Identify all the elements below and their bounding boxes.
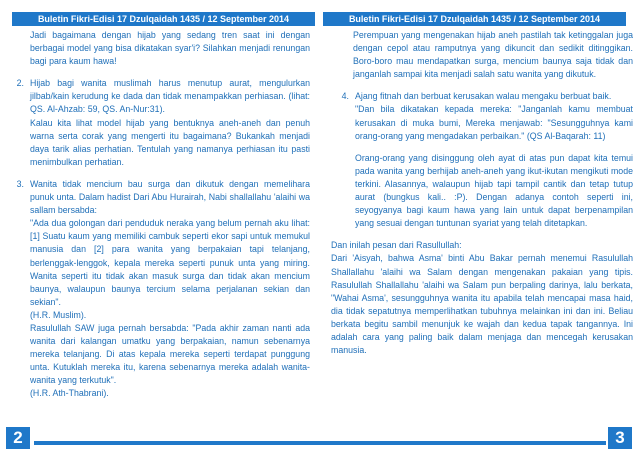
hadith-quote: "Ada dua golongan dari penduduk neraka yang belum pernah aku lihat: [1] Suatu kaum yang memiliki cambuk seperti ekor sapi untuk memukul manusia dan [2] para wanita yang berpakaian tapi telanjang, berlenggak-lenggok, kepala mereka seperti punuk unta yang miring. Wanita seperti itu tidak akan masuk surga dan tidak akan mencium baunya, walaupun baunya tercium selama perjalanan sekian dan sekian". (30, 218, 310, 307)
page-header: Buletin Fikri-Edisi 17 Dzulqaidah 1435 / 12 September 2014 (323, 12, 626, 26)
page-number: 3 (608, 427, 632, 449)
hadith-quote: Dari 'Aisyah, bahwa Asma' binti Abu Bakar pernah menemui Rasulullah Shallallahu 'alaihi wa Salam dengan mengenakan pakaian yang tipis. Rasulullah Shallallahu 'alaihi wa Salam pun berpaling darinya, lalu berkata, "Wahai Asma', sesungguhnya wanita itu apabila telah mencapai masa haid, dia tidak sepatutnya memperlihatkan tubuhnya melainkan ini dan ini. Beliau berkata begitu sambil menunjuk ke wajah dan kedua tapak tangannya. Ini adalah cara yang paling baik dalam menjaga dan mencegah kerusakan manusia. (331, 253, 633, 356)
paragraph: Orang-orang yang disinggung oleh ayat di atas pun dapat kita temui pada wanita yang berhijab aneh-aneh yang ikut-ikutan mengikuti mode terkini. Alasannya, walaupun hijab tapi tampil cantik dan tetap tutup aurat (bungkus kali.. :P). Dengan adanya contoh seperti ini, seyogyanya bagi kaum hawa yang lain untuk dapat berpenampilan yang sesuai dengan tuntunan syariat yang telah ditetapkan. (355, 152, 633, 229)
reference: (H.R. Muslim). (30, 309, 87, 320)
paragraph: Ajang fitnah dan berbuat kerusakan walau mengaku berbuat baik. (355, 91, 612, 102)
list-number: 4. (341, 91, 349, 102)
reference: (H.R. Ath-Thabrani). (30, 388, 109, 399)
list-item (6, 77, 310, 169)
text-column (6, 29, 310, 427)
footer-rule (319, 441, 606, 445)
list-number: 3. (16, 178, 24, 189)
paragraph: Perempuan yang mengenakan hijab aneh pastilah tak ketinggalan juga dengan cepol atau ramputnya yang dikuncit dan sedikit ditinggikan. Boro-boro mau mendapatkan surga, mencium baunya saja tidak dan janganlah sampai kita menjadi salah satu wanita yang dikutuk. (353, 30, 633, 80)
paragraph: Rasulullah SAW juga pernah bersabda: "Pada akhir zaman nanti ada wanita dari kalangan umatku yang berpakaian, namun sebenarnya mereka telanjang. Di atas kepala mereka seperti terdapat punggung unta. Kutuklah mereka itu, karena sebenarnya mereka adalah wanita-wanita yang terkutuk". (30, 322, 310, 386)
paragraph: Jadi bagaimana dengan hijab yang sedang tren saat ini dengan berbagai model yang bisa dikatakan syar'i? Silahkan menjadi renungan bagi para kaum hawa! (30, 30, 310, 67)
list-number: 2. (16, 78, 24, 89)
footer-rule (34, 441, 319, 445)
page-header: Buletin Fikri-Edisi 17 Dzulqaidah 1435 / 12 September 2014 (12, 12, 315, 26)
quran-quote: "Dan bila dikatakan kepada mereka: "Janganlah kamu membuat kerusakan di muka bumi, Mereka menjawab: "Sesungguhnya kami orang-orang yang mengadakan perbaikan." (QS Al-Baqarah: 11) (355, 104, 633, 141)
page-right (319, 0, 638, 451)
text-column (331, 29, 633, 427)
paragraph: Hijab bagi wanita muslimah harus menutup aurat, mengulurkan jilbab/kain kerudung ke dada dan tidak menampakkan perhiasan. (lihat: QS. Al-Ahzab: 59, QS. An-Nur:31). (30, 78, 310, 115)
paragraph: Kalau kita lihat model hijab yang bentuknya aneh-aneh dan penuh warna serta corak yang mengerti itu bagaimana? Bukankah menjadi daya tarik alias perhatian. Tentulah yang namanya perhiasan itu pasti menimbulkan perhatian. (30, 117, 310, 167)
list-item (6, 178, 310, 401)
paragraph: Dan inilah pesan dari Rasullullah: (331, 240, 462, 251)
page-number: 2 (6, 427, 30, 449)
paragraph: Wanita tidak mencium bau surga dan dikutuk dengan memelihara punuk unta. Dalam hadist Dari Abu Hurairah, Nabi shallallahu 'alaihi wa sallam bersabda: (30, 178, 310, 216)
list-item (331, 90, 633, 230)
